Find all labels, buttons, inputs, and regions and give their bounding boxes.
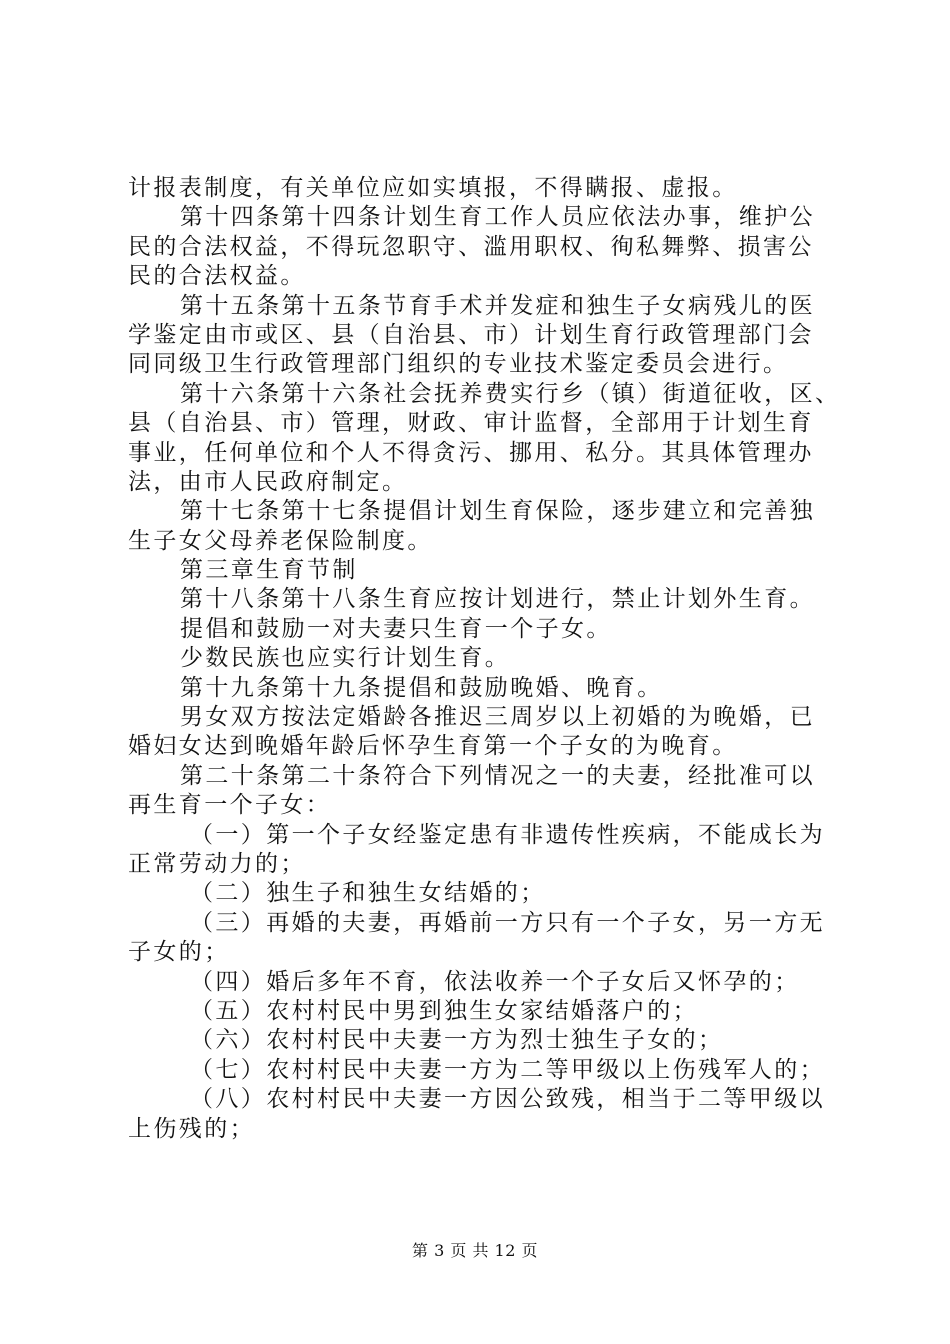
text-line: 上伤残的； [128,1115,255,1142]
text-line: 男女双方按法定婚龄各推迟三周岁以上初婚的为晚婚，已 [180,704,815,731]
text-line: 子女的； [128,939,230,966]
text-line: 计报表制度，有关单位应如实填报，不得瞒报、虚报。 [128,175,738,201]
text-line: 第十八条第十八条生育应按计划进行，禁止计划外生育。 [180,586,815,613]
text-line: 第二十条第二十条符合下列情况之一的夫妻，经批准可以 [180,762,815,789]
document-body [128,174,841,1144]
text-line: 婚妇女达到晚婚年龄后怀孕生育第一个子女的为晚育。 [128,733,738,760]
list-item: （五）农村村民中男到独生女家结婚落户的； [190,997,698,1024]
text-line: 法，由市人民政府制定。 [128,468,408,495]
text-line: 民的合法权益，不得玩忽职守、滥用职权、徇私舞弊、损害公 [128,233,814,260]
chapter-heading: 第三章生育节制 [180,557,358,584]
text-line: 第十五条第十五条节育手术并发症和独生子女病残儿的医 [180,292,815,319]
list-item: （二）独生子和独生女结婚的； [190,880,546,907]
text-line: 事业，任何单位和个人不得贪污、挪用、私分。其具体管理办 [128,439,814,466]
list-item: （六）农村村民中夫妻一方为烈士独生子女的； [190,1027,724,1054]
list-item: （四）婚后多年不育，依法收养一个子女后又怀孕的； [190,968,800,995]
text-line: 第十六条第十六条社会抚养费实行乡（镇）街道征收，区、 [180,380,841,407]
text-line: 生子女父母养老保险制度。 [128,527,433,554]
text-line: 提倡和鼓励一对夫妻只生育一个子女。 [180,615,612,642]
text-line: 第十七条第十七条提倡计划生育保险，逐步建立和完善独 [180,498,815,525]
text-line: 学鉴定由市或区、县（自治县、市）计划生育行政管理部门会 [128,321,814,348]
text-line: 第十九条第十九条提倡和鼓励晚婚、晚育。 [180,674,663,701]
text-line: 县（自治县、市）管理，财政、审计监督，全部用于计划生育 [128,410,814,437]
page-footer: 第 3 页 共 12 页 [412,1241,538,1260]
list-item: （一）第一个子女经鉴定患有非遗传性疾病，不能成长为 [190,821,825,848]
text-line: 少数民族也应实行计划生育。 [180,645,511,672]
list-item: （七）农村村民中夫妻一方为二等甲级以上伤残军人的； [190,1056,825,1083]
text-line: 再生育一个子女： [128,792,332,819]
list-item: （三）再婚的夫妻，再婚前一方只有一个子女，另一方无 [190,909,825,936]
text-line: 第十四条第十四条计划生育工作人员应依法办事，维护公 [180,204,815,231]
text-line: 正常劳动力的； [128,850,306,877]
text-line: 民的合法权益。 [128,263,306,290]
text-line: 同同级卫生行政管理部门组织的专业技术鉴定委员会进行。 [128,351,789,378]
list-item: （八）农村村民中夫妻一方因公致残，相当于二等甲级以 [190,1086,825,1113]
